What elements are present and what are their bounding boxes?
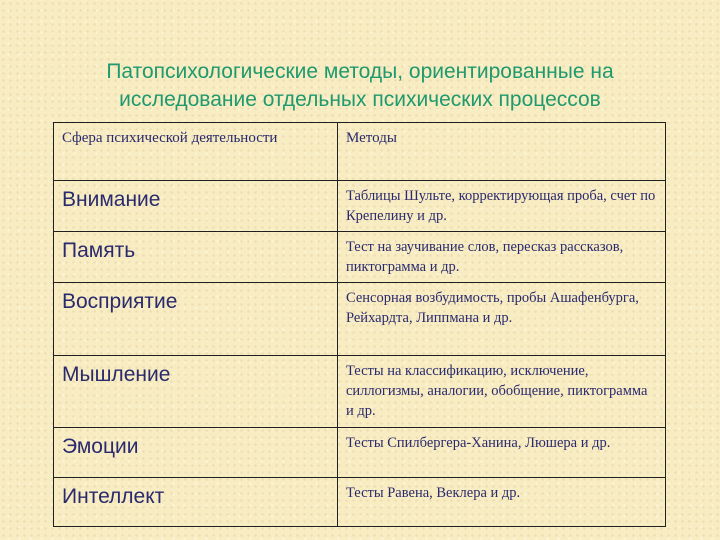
header-methods: Методы [338, 123, 666, 181]
row-methods: Таблицы Шульте, корректирующая проба, счет по Крепелину и др. [338, 181, 666, 232]
row-methods: Тесты Равена, Веклера и др. [338, 478, 666, 527]
row-methods: Сенсорная возбудимость, пробы Ашафенбурга, Рейхардта, Липпмана и др. [338, 283, 666, 356]
header-sphere: Сфера психической деятельности [54, 123, 338, 181]
methods-table [53, 122, 666, 527]
row-sphere: Внимание [54, 181, 338, 232]
table-row [54, 232, 666, 283]
row-sphere: Мышление [54, 356, 338, 428]
table-row [54, 428, 666, 478]
table-row [54, 356, 666, 428]
slide-title-line-1: Патопсихологические методы, ориентированные на [106, 60, 614, 83]
row-methods: Тесты Спилбергера-Ханина, Люшера и др. [338, 428, 666, 478]
table-row [54, 478, 666, 527]
row-sphere: Эмоции [54, 428, 338, 478]
slide-title [0, 58, 720, 114]
row-sphere: Интеллект [54, 478, 338, 527]
row-sphere: Память [54, 232, 338, 283]
table-row [54, 283, 666, 356]
table-row [54, 181, 666, 232]
row-methods: Тесты на классификацию, исключение, силлогизмы, аналогии, обобщение, пиктограмма и др. [338, 356, 666, 428]
slide-title-line-2: исследование отдельных психических процессов [119, 88, 601, 111]
table-header-row [54, 123, 666, 181]
row-methods: Тест на заучивание слов, пересказ рассказов, пиктограмма и др. [338, 232, 666, 283]
row-sphere: Восприятие [54, 283, 338, 356]
